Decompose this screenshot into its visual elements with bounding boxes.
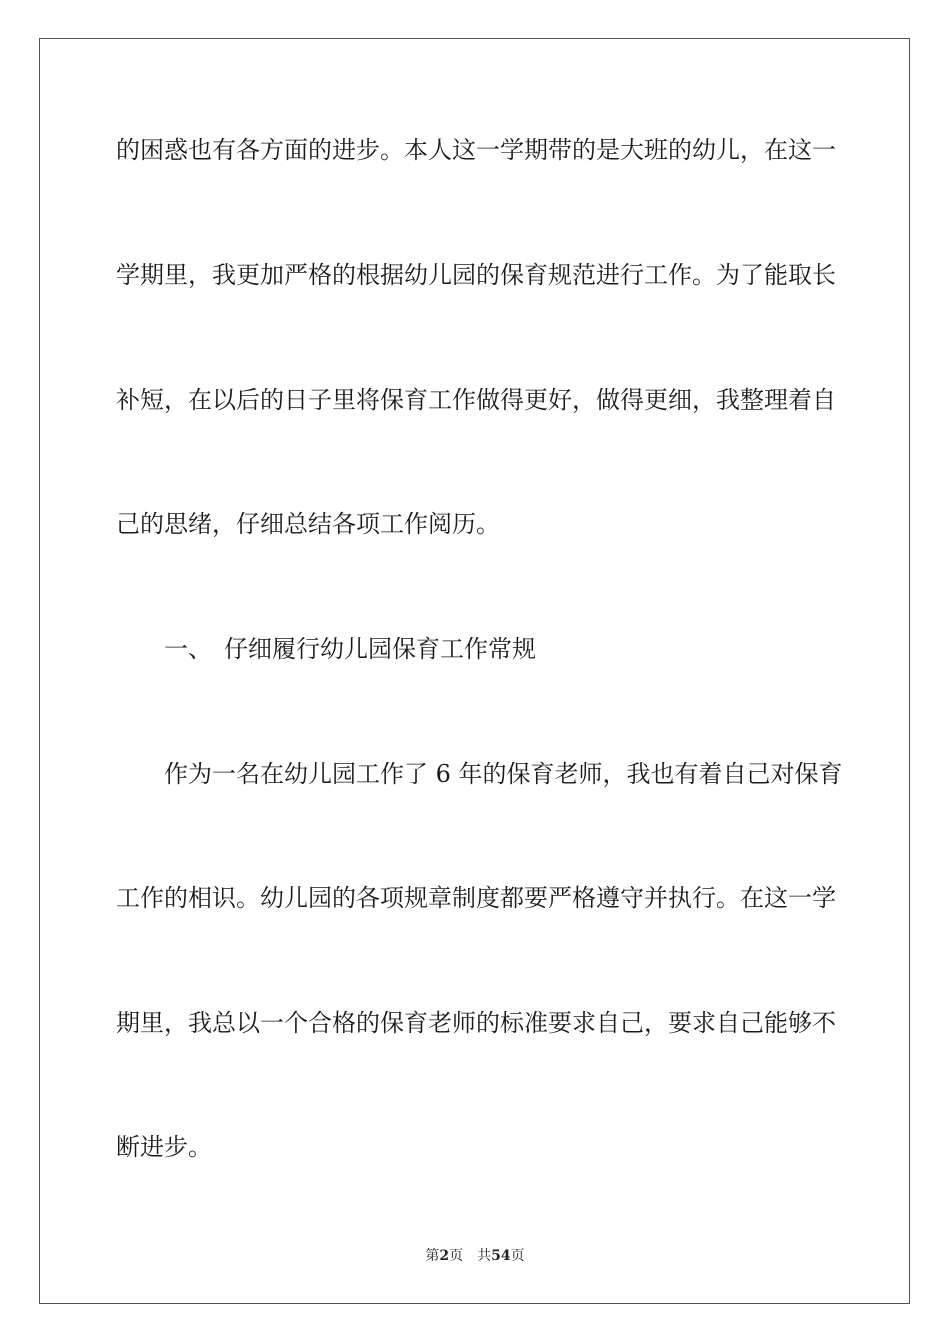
section-heading	[164, 634, 536, 664]
page-suffix: 页	[449, 1248, 464, 1264]
section-title: 仔细履行幼儿园保育工作常规	[224, 635, 536, 663]
page-border	[39, 38, 910, 1304]
paragraph-line: 期里，我总以一个合格的保育老师的标准要求自己，要求自己能够不	[116, 1009, 836, 1037]
page-number: 2	[439, 1248, 450, 1264]
section-number: 一、	[164, 635, 212, 663]
paragraph-line: 学期里，我更加严格的根据幼儿园的保育规范进行工作。为了能取长	[116, 261, 836, 289]
paragraph-line: 作为一名在幼儿园工作了 6 年的保育老师，我也有着自己对保育	[164, 760, 843, 788]
paragraph-line: 断进步。	[116, 1133, 212, 1161]
page-prefix: 第	[425, 1248, 440, 1264]
paragraph-line: 的困惑也有各方面的进步。本人这一学期带的是大班的幼儿，在这一	[116, 136, 836, 164]
page-footer	[0, 1246, 950, 1266]
total-prefix: 共	[477, 1248, 492, 1264]
paragraph-line: 工作的相识。幼儿园的各项规章制度都要严格遵守并执行。在这一学	[116, 884, 836, 912]
paragraph-line: 补短，在以后的日子里将保育工作做得更好，做得更细，我整理着自	[116, 386, 836, 414]
total-suffix: 页	[510, 1248, 525, 1264]
total-pages: 54	[491, 1248, 511, 1264]
paragraph-line: 己的思绪，仔细总结各项工作阅历。	[116, 510, 500, 538]
